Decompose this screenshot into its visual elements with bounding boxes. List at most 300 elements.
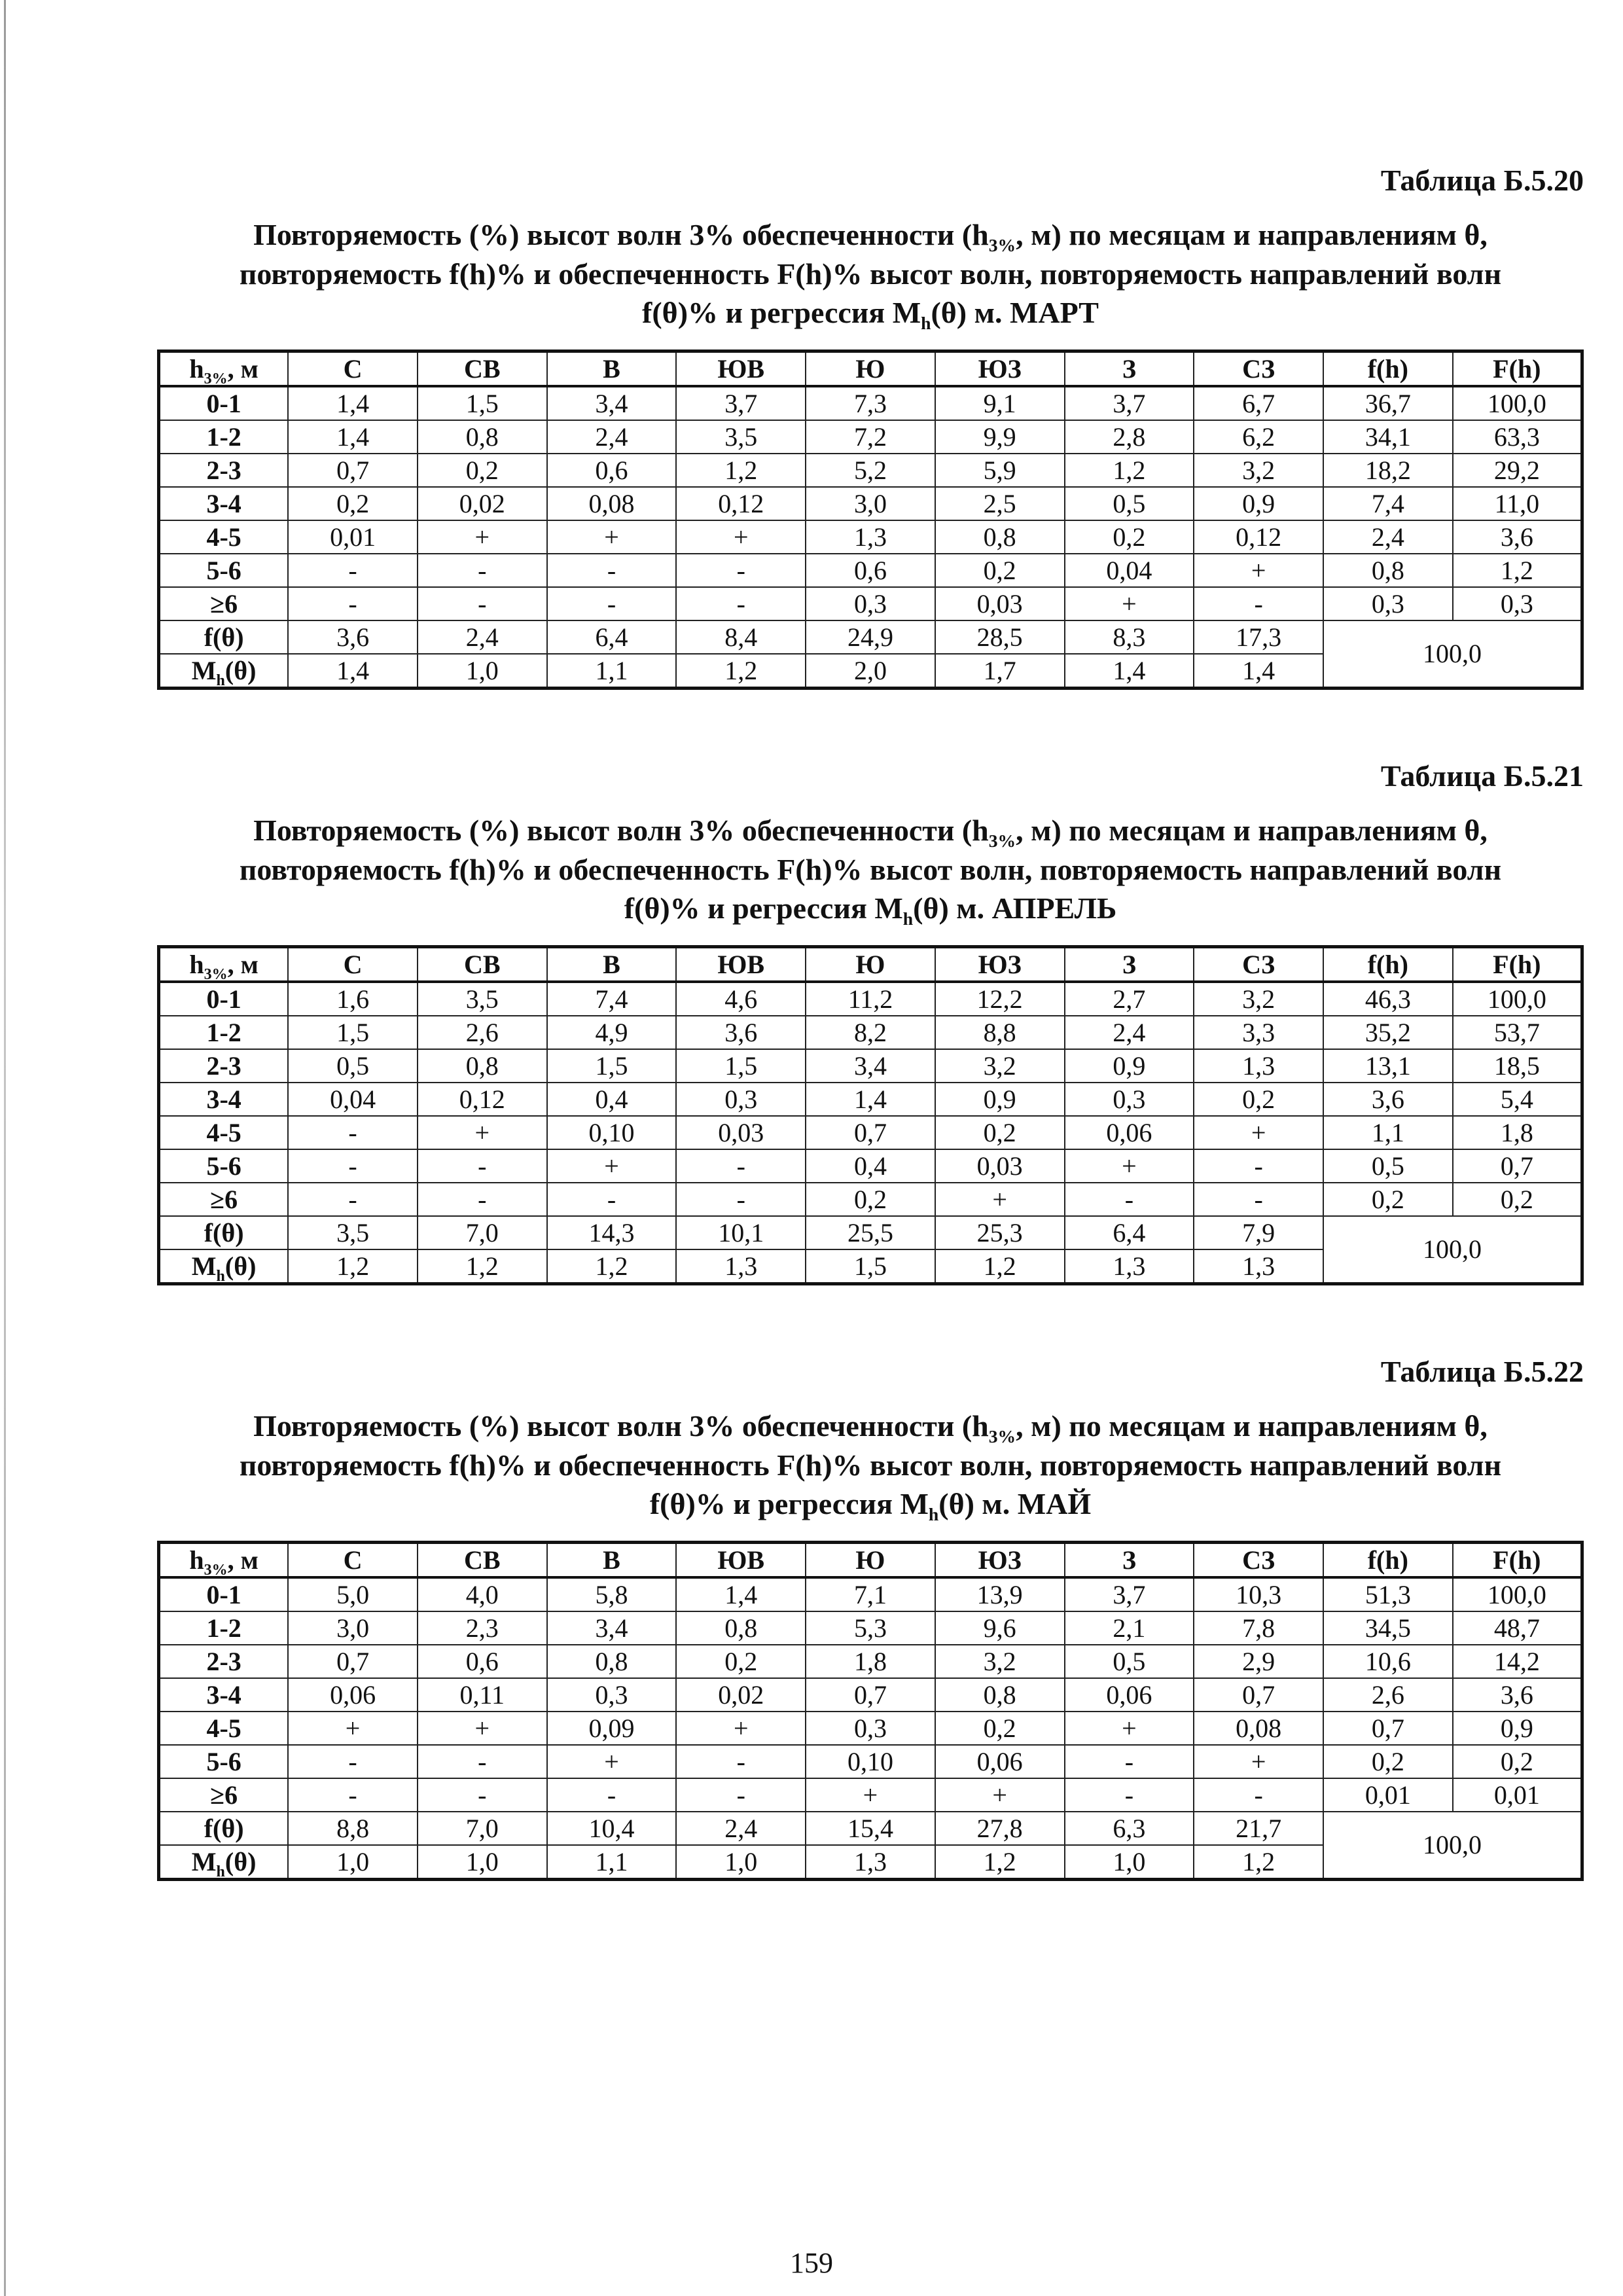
table-cell: + <box>547 1149 677 1183</box>
table-cell: 1,1 <box>547 654 677 689</box>
row-label: ≥6 <box>159 587 289 620</box>
data-table <box>157 1541 1584 1881</box>
table-cell: 1,5 <box>288 1016 418 1049</box>
table-cell: 0,7 <box>288 454 418 487</box>
table-cell: 0,7 <box>806 1116 935 1149</box>
table-cell: 7,0 <box>418 1216 547 1249</box>
table-cell: 4,6 <box>676 982 806 1016</box>
caption-line-2: повторяемость f(h)% и обеспеченность F(h)% высот волн, повторяемость направлений волн <box>239 852 1502 886</box>
table-cell: - <box>288 587 418 620</box>
table-cell: 0,02 <box>676 1678 806 1712</box>
table-cell: 1,4 <box>1194 654 1323 689</box>
table-cell: 0,2 <box>806 1183 935 1216</box>
table-cell: 5,0 <box>288 1577 418 1611</box>
table-cell: 1,4 <box>288 654 418 689</box>
caption-text: (θ) м. МАЙ <box>938 1487 1092 1521</box>
table-cell: + <box>547 520 677 554</box>
table-cell: 1,3 <box>1065 1249 1194 1284</box>
row-label: 2-3 <box>159 1645 289 1678</box>
header-h-base: h <box>189 353 204 384</box>
header-cell: ЮВ <box>676 947 806 982</box>
header-cell: f(h) <box>1323 1543 1453 1578</box>
table-row <box>159 1016 1582 1049</box>
m-label-base: M <box>191 1846 217 1876</box>
table-cell: 0,8 <box>418 420 547 454</box>
table-cell: 1,2 <box>1065 454 1194 487</box>
table-cell: 35,2 <box>1323 1016 1453 1049</box>
total-cell: 100,0 <box>1323 1216 1582 1284</box>
row-label: 0-1 <box>159 1577 289 1611</box>
table-cell: 0,08 <box>547 487 677 520</box>
table-cell: - <box>418 587 547 620</box>
table-cell: 0,7 <box>806 1678 935 1712</box>
table-caption <box>157 215 1584 332</box>
table-cell: + <box>1065 1712 1194 1745</box>
table-cell: 4,0 <box>418 1577 547 1611</box>
table-cell: 3,2 <box>1194 982 1323 1016</box>
table-cell: 14,2 <box>1453 1645 1582 1678</box>
table-cell: 0,03 <box>935 1149 1065 1183</box>
header-cell: СВ <box>418 351 547 387</box>
header-cell: ЮЗ <box>935 947 1065 982</box>
table-cell: 7,9 <box>1194 1216 1323 1249</box>
header-h-unit: , м <box>227 949 259 979</box>
table-cell: 0,3 <box>806 587 935 620</box>
table-cell: 10,4 <box>547 1812 677 1845</box>
header-h-unit: , м <box>227 1545 259 1575</box>
table-cell: 1,3 <box>676 1249 806 1284</box>
table-block <box>157 164 1584 690</box>
table-cell: 0,2 <box>1453 1745 1582 1778</box>
table-cell: 0,2 <box>676 1645 806 1678</box>
table-cell: 0,2 <box>935 554 1065 587</box>
table-row <box>159 554 1582 587</box>
table-cell: 18,2 <box>1323 454 1453 487</box>
table-cell: - <box>288 1745 418 1778</box>
table-cell: - <box>676 1778 806 1812</box>
caption-text: (θ) м. АПРЕЛЬ <box>913 891 1117 925</box>
table-row <box>159 1778 1582 1812</box>
table-row <box>159 454 1582 487</box>
table-cell: - <box>418 1778 547 1812</box>
table-cell: 7,4 <box>1323 487 1453 520</box>
caption-line-1 <box>157 1407 1584 1446</box>
table-cell: 3,6 <box>1453 520 1582 554</box>
table-cell: 10,6 <box>1323 1645 1453 1678</box>
table-cell: 3,5 <box>676 420 806 454</box>
table-cell: 3,7 <box>676 386 806 420</box>
caption-subscript: 3% <box>988 1426 1016 1447</box>
table-cell: 0,5 <box>1323 1149 1453 1183</box>
table-cell: 36,7 <box>1323 386 1453 420</box>
header-cell-h3 <box>159 351 289 387</box>
table-cell: 1,3 <box>806 1845 935 1880</box>
table-cell: 0,03 <box>676 1116 806 1149</box>
table-cell: 3,5 <box>418 982 547 1016</box>
header-cell: F(h) <box>1453 351 1582 387</box>
table-row <box>159 1183 1582 1216</box>
table-cell: 0,5 <box>288 1049 418 1083</box>
table-cell: 0,11 <box>418 1678 547 1712</box>
caption-text: f(θ)% и регрессия M <box>642 296 921 330</box>
table-cell: 3,5 <box>288 1216 418 1249</box>
table-cell: - <box>288 1183 418 1216</box>
table-cell: + <box>676 520 806 554</box>
table-cell: 1,0 <box>418 1845 547 1880</box>
table-cell: 1,8 <box>806 1645 935 1678</box>
table-cell: 0,7 <box>1194 1678 1323 1712</box>
table-cell: 8,8 <box>288 1812 418 1845</box>
table-cell: 10,1 <box>676 1216 806 1249</box>
header-cell: СВ <box>418 1543 547 1578</box>
table-cell: 0,2 <box>1453 1183 1582 1216</box>
table-cell: - <box>1194 1183 1323 1216</box>
header-h-unit: , м <box>227 353 259 384</box>
table-cell: 1,2 <box>547 1249 677 1284</box>
table-cell: 0,6 <box>418 1645 547 1678</box>
table-cell: 2,4 <box>676 1812 806 1845</box>
table-cell: 2,4 <box>1323 520 1453 554</box>
table-cell: 6,4 <box>547 620 677 654</box>
m-label-base: M <box>191 655 217 685</box>
header-cell: ЮЗ <box>935 1543 1065 1578</box>
table-cell: + <box>935 1778 1065 1812</box>
table-cell: 0,10 <box>806 1745 935 1778</box>
table-cell: 2,9 <box>1194 1645 1323 1678</box>
table-cell: 0,2 <box>1323 1183 1453 1216</box>
caption-line-3 <box>157 293 1584 332</box>
header-row <box>159 947 1582 982</box>
table-cell: 100,0 <box>1453 386 1582 420</box>
table-cell: - <box>676 1745 806 1778</box>
row-label: 3-4 <box>159 1678 289 1712</box>
table-cell: 0,2 <box>1194 1083 1323 1116</box>
table-cell: 1,2 <box>288 1249 418 1284</box>
table-cell: 1,4 <box>288 386 418 420</box>
table-block <box>157 1355 1584 1881</box>
header-cell: Ю <box>806 1543 935 1578</box>
table-cell: 2,6 <box>1323 1678 1453 1712</box>
table-cell: 2,8 <box>1065 420 1194 454</box>
table-number: Таблица Б.5.22 <box>1380 1355 1584 1388</box>
table-row <box>159 1049 1582 1083</box>
table-cell: 34,5 <box>1323 1611 1453 1645</box>
table-caption <box>157 1407 1584 1524</box>
table-cell: 1,5 <box>418 386 547 420</box>
table-cell: - <box>288 1149 418 1183</box>
caption-subscript: h <box>921 313 931 334</box>
table-cell: 8,3 <box>1065 620 1194 654</box>
table-cell: 3,2 <box>935 1645 1065 1678</box>
row-label: 1-2 <box>159 420 289 454</box>
table-cell: 3,2 <box>935 1049 1065 1083</box>
table-cell: 63,3 <box>1453 420 1582 454</box>
table-row <box>159 1645 1582 1678</box>
table-cell: 0,3 <box>806 1712 935 1745</box>
table-cell: 0,2 <box>1323 1745 1453 1778</box>
table-cell: 0,04 <box>288 1083 418 1116</box>
table-cell: 1,0 <box>1065 1845 1194 1880</box>
table-cell: 1,2 <box>676 454 806 487</box>
header-cell: СЗ <box>1194 1543 1323 1578</box>
table-cell: 0,7 <box>1323 1712 1453 1745</box>
table-cell: - <box>418 1183 547 1216</box>
table-cell: 0,4 <box>806 1149 935 1183</box>
table-cell: 7,8 <box>1194 1611 1323 1645</box>
row-label <box>159 1249 289 1284</box>
table-cell: - <box>676 554 806 587</box>
row-label: ≥6 <box>159 1778 289 1812</box>
table-cell: 46,3 <box>1323 982 1453 1016</box>
table-cell: - <box>1194 587 1323 620</box>
table-cell: 0,3 <box>1453 587 1582 620</box>
caption-line-1 <box>157 215 1584 255</box>
table-cell: - <box>547 554 677 587</box>
table-cell: - <box>547 587 677 620</box>
row-label: 0-1 <box>159 982 289 1016</box>
table-cell: 15,4 <box>806 1812 935 1845</box>
table-cell: 3,4 <box>806 1049 935 1083</box>
caption-text: f(θ)% и регрессия M <box>649 1487 929 1521</box>
table-cell: 1,5 <box>806 1249 935 1284</box>
table-cell: 1,0 <box>418 654 547 689</box>
table-cell: + <box>1194 554 1323 587</box>
table-cell: 5,4 <box>1453 1083 1582 1116</box>
table-cell: + <box>418 520 547 554</box>
header-cell: Ю <box>806 351 935 387</box>
table-cell: 0,9 <box>1065 1049 1194 1083</box>
table-cell: 0,06 <box>1065 1678 1194 1712</box>
table-cell: 1,4 <box>288 420 418 454</box>
table-cell: 5,9 <box>935 454 1065 487</box>
header-cell: С <box>288 351 418 387</box>
header-row <box>159 1543 1582 1578</box>
header-cell: В <box>547 1543 677 1578</box>
header-cell: З <box>1065 947 1194 982</box>
table-cell: 3,3 <box>1194 1016 1323 1049</box>
table-cell: 0,06 <box>935 1745 1065 1778</box>
table-cell: 2,0 <box>806 654 935 689</box>
table-cell: 5,3 <box>806 1611 935 1645</box>
caption-line-3 <box>157 1484 1584 1524</box>
table-cell: 7,0 <box>418 1812 547 1845</box>
table-cell: 3,4 <box>547 1611 677 1645</box>
table-cell: - <box>547 1778 677 1812</box>
row-label: 1-2 <box>159 1611 289 1645</box>
table-row <box>159 1678 1582 1712</box>
row-label <box>159 1845 289 1880</box>
caption-text: , м) по месяцам и направлениям θ, <box>1016 813 1488 847</box>
m-label-end: (θ) <box>224 655 257 685</box>
table-cell: 0,2 <box>1065 520 1194 554</box>
caption-text: Повторяемость (%) высот волн 3% обеспеченности (h <box>253 1408 989 1443</box>
table-cell: 0,10 <box>547 1116 677 1149</box>
table-cell: 1,8 <box>1453 1116 1582 1149</box>
row-label: 1-2 <box>159 1016 289 1049</box>
table-cell: 3,6 <box>1453 1678 1582 1712</box>
table-cell: 0,12 <box>1194 520 1323 554</box>
table-row <box>159 487 1582 520</box>
table-block <box>157 759 1584 1285</box>
table-cell: 0,9 <box>935 1083 1065 1116</box>
table-cell: 6,7 <box>1194 386 1323 420</box>
table-cell: - <box>1194 1778 1323 1812</box>
table-cell: 0,2 <box>288 487 418 520</box>
table-cell: 48,7 <box>1453 1611 1582 1645</box>
row-label: f(θ) <box>159 1812 289 1845</box>
table-cell: 0,03 <box>935 587 1065 620</box>
header-cell: ЮВ <box>676 1543 806 1578</box>
table-cell: 1,2 <box>1453 554 1582 587</box>
header-h-base: h <box>189 949 204 979</box>
table-cell: 10,3 <box>1194 1577 1323 1611</box>
caption-text: Повторяемость (%) высот волн 3% обеспеченности (h <box>253 217 989 251</box>
row-label: 4-5 <box>159 1712 289 1745</box>
table-cell: 0,6 <box>806 554 935 587</box>
caption-line-3 <box>157 889 1584 928</box>
table-cell: - <box>547 1183 677 1216</box>
table-cell: 0,06 <box>1065 1116 1194 1149</box>
table-cell: 2,4 <box>418 620 547 654</box>
f-theta-row <box>159 1812 1582 1845</box>
table-cell: + <box>676 1712 806 1745</box>
table-cell: 21,7 <box>1194 1812 1323 1845</box>
header-cell: СВ <box>418 947 547 982</box>
table-cell: 13,9 <box>935 1577 1065 1611</box>
row-label: f(θ) <box>159 1216 289 1249</box>
table-cell: 12,2 <box>935 982 1065 1016</box>
table-cell: - <box>676 587 806 620</box>
table-cell: 1,3 <box>1194 1049 1323 1083</box>
table-cell: 8,8 <box>935 1016 1065 1049</box>
row-label: 3-4 <box>159 1083 289 1116</box>
caption-text: , м) по месяцам и направлениям θ, <box>1016 217 1488 251</box>
table-cell: + <box>418 1712 547 1745</box>
table-row <box>159 1116 1582 1149</box>
table-cell: 6,3 <box>1065 1812 1194 1845</box>
table-cell: 0,5 <box>1065 1645 1194 1678</box>
table-cell: 3,4 <box>547 386 677 420</box>
table-cell: 1,6 <box>288 982 418 1016</box>
m-label-subscript: h <box>216 1267 225 1285</box>
header-cell: ЮВ <box>676 351 806 387</box>
caption-text: (θ) м. МАРТ <box>931 296 1099 330</box>
table-row <box>159 1745 1582 1778</box>
table-cell: 8,4 <box>676 620 806 654</box>
table-cell: 13,1 <box>1323 1049 1453 1083</box>
header-cell: З <box>1065 351 1194 387</box>
table-cell: 0,01 <box>1453 1778 1582 1812</box>
table-cell: 34,1 <box>1323 420 1453 454</box>
table-cell: 7,3 <box>806 386 935 420</box>
table-cell: 9,6 <box>935 1611 1065 1645</box>
table-number: Таблица Б.5.20 <box>1380 164 1584 197</box>
table-cell: 3,6 <box>676 1016 806 1049</box>
row-label: 2-3 <box>159 454 289 487</box>
table-cell: + <box>288 1712 418 1745</box>
table-row <box>159 1712 1582 1745</box>
table-cell: + <box>418 1116 547 1149</box>
table-cell: 3,2 <box>1194 454 1323 487</box>
header-cell: СЗ <box>1194 947 1323 982</box>
table-cell: 0,2 <box>935 1712 1065 1745</box>
f-theta-row <box>159 620 1582 654</box>
table-cell: 2,3 <box>418 1611 547 1645</box>
table-cell: 0,02 <box>418 487 547 520</box>
caption-line-2: повторяемость f(h)% и обеспеченность F(h)% высот волн, повторяемость направлений волн <box>239 257 1502 291</box>
table-cell: - <box>418 1149 547 1183</box>
row-label: 0-1 <box>159 386 289 420</box>
table-number: Таблица Б.5.21 <box>1380 759 1584 793</box>
table-cell: 1,4 <box>806 1083 935 1116</box>
header-cell: З <box>1065 1543 1194 1578</box>
caption-line-2: повторяемость f(h)% и обеспеченность F(h)% высот волн, повторяемость направлений волн <box>239 1448 1502 1482</box>
header-cell: С <box>288 1543 418 1578</box>
table-cell: 0,7 <box>1453 1149 1582 1183</box>
table-cell: 9,9 <box>935 420 1065 454</box>
header-cell: С <box>288 947 418 982</box>
header-h-subscript: 3% <box>204 965 228 983</box>
row-label: 5-6 <box>159 1149 289 1183</box>
table-cell: 5,8 <box>547 1577 677 1611</box>
header-cell: СЗ <box>1194 351 1323 387</box>
table-cell: 0,3 <box>547 1678 677 1712</box>
table-cell: - <box>418 1745 547 1778</box>
table-cell: 0,9 <box>1453 1712 1582 1745</box>
table-cell: - <box>676 1183 806 1216</box>
total-cell: 100,0 <box>1323 1812 1582 1880</box>
table-cell: 2,4 <box>547 420 677 454</box>
table-cell: 0,04 <box>1065 554 1194 587</box>
caption-line-1 <box>157 811 1584 850</box>
table-cell: 0,7 <box>288 1645 418 1678</box>
table-cell: 18,5 <box>1453 1049 1582 1083</box>
table-cell: 0,8 <box>418 1049 547 1083</box>
row-label: 4-5 <box>159 1116 289 1149</box>
table-cell: 8,2 <box>806 1016 935 1049</box>
table-cell: 0,8 <box>1323 554 1453 587</box>
table-row <box>159 982 1582 1016</box>
table-cell: 2,7 <box>1065 982 1194 1016</box>
total-cell: 100,0 <box>1323 620 1582 689</box>
m-label-end: (θ) <box>224 1846 257 1876</box>
table-cell: 1,5 <box>676 1049 806 1083</box>
table-cell: 0,08 <box>1194 1712 1323 1745</box>
table-cell: - <box>288 1116 418 1149</box>
table-cell: 25,5 <box>806 1216 935 1249</box>
table-cell: 4,9 <box>547 1016 677 1049</box>
table-row <box>159 520 1582 554</box>
header-h-base: h <box>189 1545 204 1575</box>
table-cell: - <box>288 554 418 587</box>
caption-text: Повторяемость (%) высот волн 3% обеспеченности (h <box>253 813 989 847</box>
header-row <box>159 351 1582 387</box>
header-cell: Ю <box>806 947 935 982</box>
header-cell-h3 <box>159 947 289 982</box>
header-cell: f(h) <box>1323 351 1453 387</box>
table-cell: 1,1 <box>1323 1116 1453 1149</box>
table-cell: - <box>1194 1149 1323 1183</box>
table-cell: - <box>418 554 547 587</box>
header-cell: В <box>547 351 677 387</box>
table-row <box>159 420 1582 454</box>
table-cell: 100,0 <box>1453 1577 1582 1611</box>
table-cell: + <box>1065 587 1194 620</box>
table-cell: 0,4 <box>547 1083 677 1116</box>
table-cell: 7,2 <box>806 420 935 454</box>
table-cell: 2,4 <box>1065 1016 1194 1049</box>
table-cell: 2,1 <box>1065 1611 1194 1645</box>
